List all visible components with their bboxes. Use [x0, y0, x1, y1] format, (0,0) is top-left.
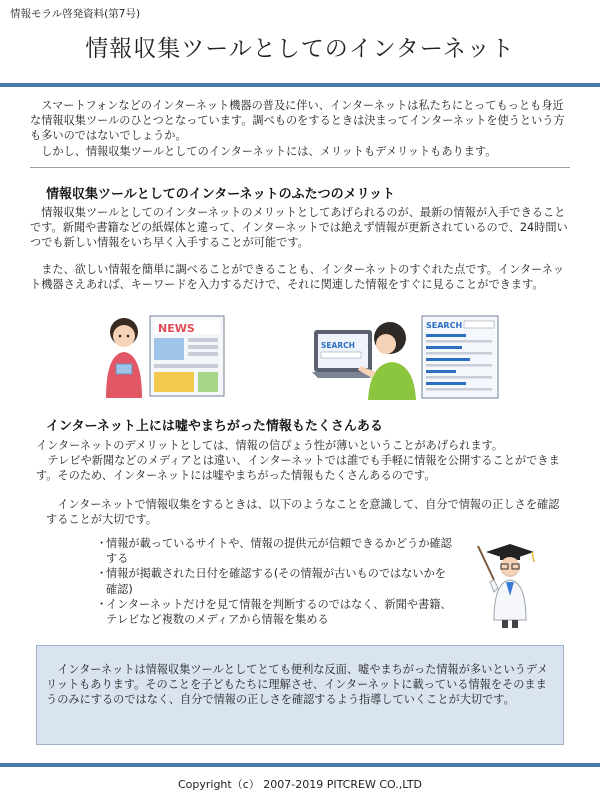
- boy-searching-laptop-illustration: [312, 312, 420, 400]
- page-title: 情報収集ツールとしてのインターネット: [85, 36, 515, 62]
- footer-rule: [0, 763, 600, 767]
- search-results-page-illustration: [420, 312, 500, 400]
- professor-illustration: [474, 540, 540, 630]
- demerits-heading: インターネット上には嘘やまちがった情報もたくさんある: [46, 419, 383, 434]
- bullet-mark: ・: [96, 597, 108, 611]
- checklist: [96, 536, 456, 627]
- bullet-mark: ・: [96, 567, 108, 581]
- copyright-text: Copyright（c） 2007-2019 PITCREW CO.,LTD: [177, 778, 423, 791]
- intro-paragraph-2: しかし、情報収集ツールとしてのインターネットには、メリットもデメリットもあります。: [30, 144, 497, 158]
- demerits-section: [36, 438, 570, 484]
- checklist-item-text: インターネットだけを見て情報を判断するのではなく、新聞や書籍、テレビなど複数のメディアから情報を集める: [106, 597, 452, 627]
- list-item: [96, 597, 456, 627]
- demerits-paragraph-2: テレビや新聞などのメディアとは違い、インターネットでは誰でも手軽に情報を公開することができます。そのため、インターネットには嘘やまちがった情報もたくさんあるのです。: [36, 454, 560, 483]
- demerits-paragraph-1: インターネットのデメリットとしては、情報の信ぴょう性が薄いということがあげられます。: [36, 439, 504, 452]
- title-rule: [0, 83, 600, 87]
- news-label: NEWS: [158, 322, 195, 335]
- merits-paragraph-1: 情報収集ツールとしてのインターネットのメリットとしてあげられるのが、最新の情報が入手できることです。新聞や書籍などの紙媒体と違って、インターネットでは絶えず情報が更新されているので、24時間いつでも新しい情報をいち早く入手することが可能です。: [30, 206, 568, 250]
- bullet-mark: ・: [96, 537, 108, 550]
- advice-paragraph: インターネットで情報収集をするときは、以下のようなことを意識して、自分で情報の正しさを確認することが大切です。: [46, 498, 560, 527]
- checklist-item-text: 情報が載っているサイトや、情報の提供元が信頼できるかどうか確認する: [106, 537, 452, 566]
- search-label-laptop: SEARCH: [321, 341, 355, 350]
- summary-text: インターネットは情報収集ツールとしてとても便利な反面、嘘やまちがった情報が多いというデメリットもあります。そのことを子どもたちに理解させ、インターネットに載っている情報をそのままうのみにするのではなく、自分で情報の正しさを確認するよう指導していくことが大切です。: [46, 663, 548, 707]
- section-divider: [30, 167, 570, 168]
- list-item: [96, 566, 456, 596]
- intro-paragraph-1: スマートフォンなどのインターネット機器の普及に伴い、インターネットは私たちにとってもっとも身近な情報収集ツールのひとつとなっています。調べものをするときは決まってインターネットを使うという方も多いのではないでしょうか。: [30, 99, 565, 143]
- merits-heading: 情報収集ツールとしてのインターネットのふたつのメリット: [46, 187, 396, 202]
- search-label-page: SEARCH: [426, 321, 463, 330]
- girl-reading-news-illustration: [96, 312, 226, 400]
- checklist-item-text: 情報が掲載された日付を確認する(その情報が古いものではないかを確認): [106, 567, 446, 596]
- list-item: [96, 536, 456, 566]
- merits-paragraph-2: また、欲しい情報を簡単に調べることができることも、インターネットのすぐれた点です。インターネット機器さえあれば、キーワードを入力するだけで、それに関連した情報をすぐに見ることができます。: [30, 263, 565, 292]
- series-label: 情報モラル啓発資料(第7号): [10, 8, 141, 20]
- intro-section: [30, 98, 568, 159]
